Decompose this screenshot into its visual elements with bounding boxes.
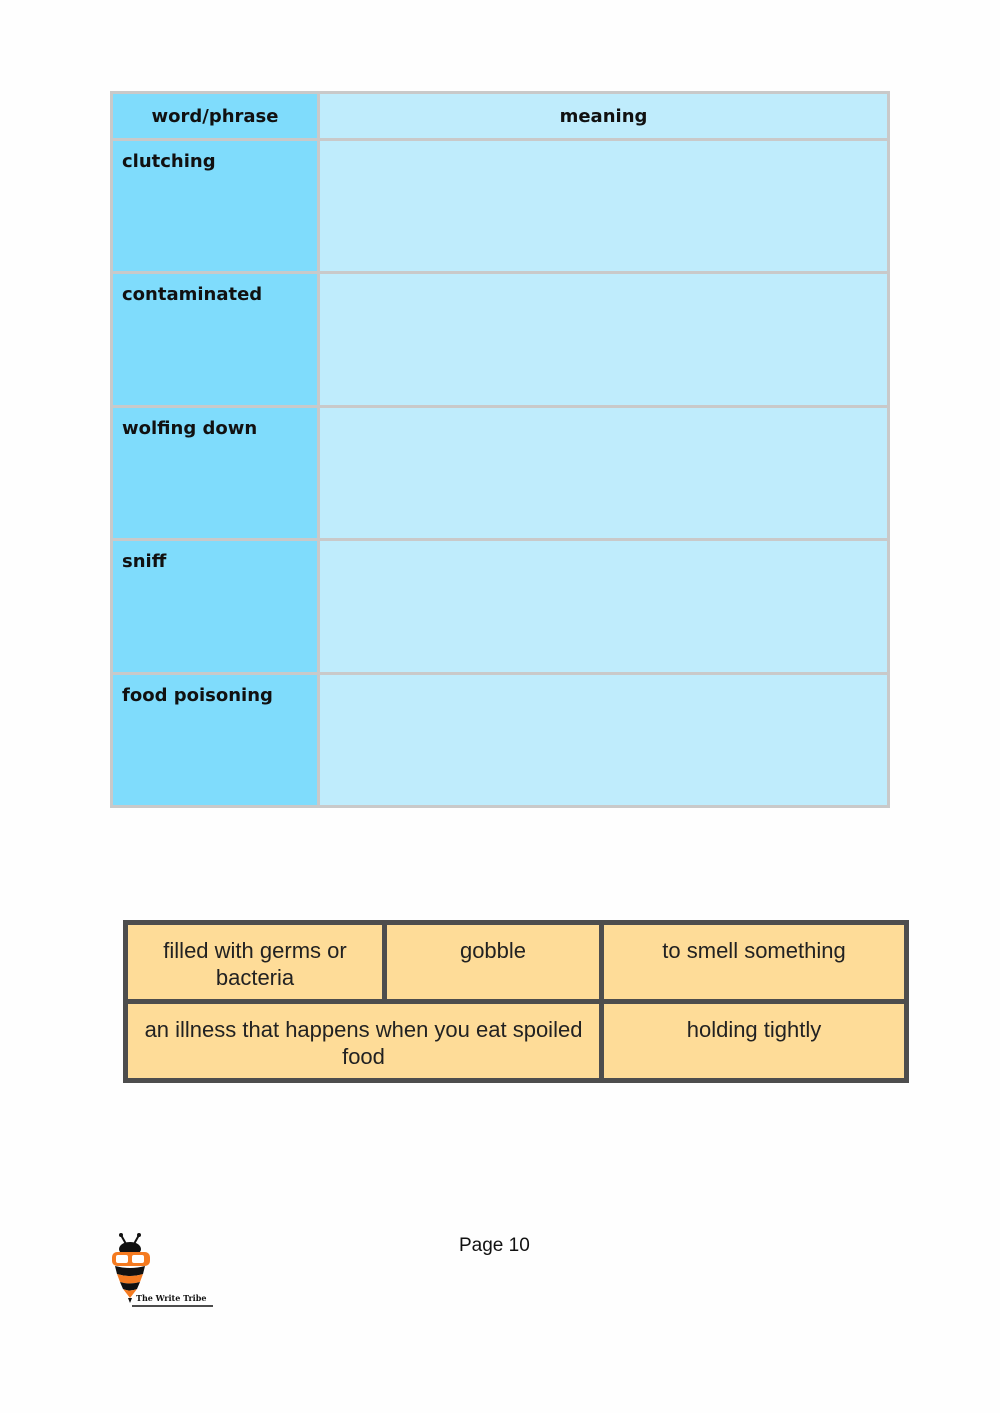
header-word-phrase: word/phrase (113, 94, 317, 138)
write-tribe-bee-logo-icon (106, 1232, 218, 1310)
page-number: Page 10 (459, 1235, 530, 1256)
definition-card[interactable]: holding tightly (604, 1004, 904, 1078)
meaning-cell-food-poisoning[interactable] (320, 675, 887, 805)
meaning-cell-wolfing-down[interactable] (320, 408, 887, 538)
meaning-cell-contaminated[interactable] (320, 274, 887, 404)
definition-cards (123, 920, 909, 1083)
logo-text: The Write Tribe (136, 1293, 207, 1303)
definition-card[interactable]: filled with germs or bacteria (128, 925, 382, 999)
meaning-cell-sniff[interactable] (320, 541, 887, 671)
definition-card[interactable]: to smell something (604, 925, 904, 999)
word-cell-sniff: sniff (113, 541, 317, 671)
meaning-cell-clutching[interactable] (320, 141, 887, 271)
word-cell-food-poisoning: food poisoning (113, 675, 317, 805)
vocabulary-table (110, 91, 890, 808)
header-meaning: meaning (320, 94, 887, 138)
definition-card[interactable]: an illness that happens when you eat spoiled food (128, 1004, 599, 1078)
word-cell-contaminated: contaminated (113, 274, 317, 404)
word-cell-wolfing-down: wolfing down (113, 408, 317, 538)
definition-card[interactable]: gobble (387, 925, 599, 999)
word-cell-clutching: clutching (113, 141, 317, 271)
